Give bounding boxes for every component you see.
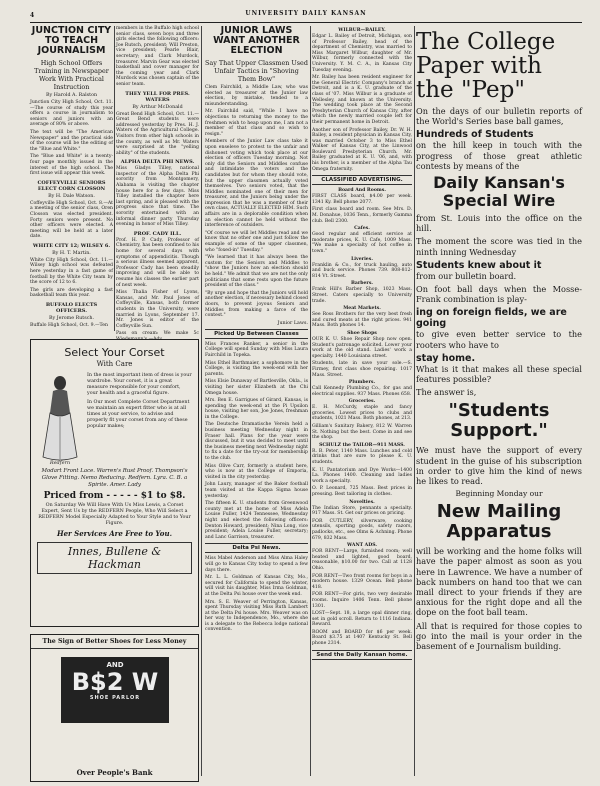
- paragraph: Miss Gladys Tilley, national inspector of the Alpha Delta Phi sorority from Montgomery, Alabama is visiting the chapter house here for a few days. Miss Tilley installed the chapter here last spring, and is pleased with the progress since that time. The sorority entertained with an informal dinner party Thursday evening in honor of Miss Tilley.: [116, 166, 199, 228]
- ad-emphasis: Hundreds of Students: [416, 129, 534, 141]
- classified-section-heading: WANT ADS.: [347, 543, 377, 549]
- classified-item: ROOM and BOARD for $6 per week. Board $3.75 at 1407 Kentucky St. Bell phone 2314.: [312, 629, 412, 647]
- ad-notice: On Saturday We Will Have With Us Miss Lewis, a Corset Expert, Sent Us by the REDFERN People, Who Will Select a REDFERN Model Especially Adapted to Your Style and to Your Figure.: [38, 503, 191, 526]
- ad-paragraph: On foot ball days when the Mosse-Frank combination is play-: [416, 284, 582, 305]
- paragraph: Pass on cream: We make 5c: [116, 331, 199, 337]
- article-headline: THEY YELL FOR PRES. WATERS: [125, 90, 190, 103]
- ad-emphasis: stay home.: [416, 352, 476, 364]
- article-headline: ALPHA DELTA PHI NEWS.: [120, 159, 195, 166]
- logo-subtitle: SHOE PARLOR: [89, 695, 141, 701]
- paragraph: The text will be "The American Newspaper" and the practical side of the course will be the editing of the "Blue and White.": [30, 129, 113, 152]
- paragraph: Mr. Bailey has been resident engineer for the General Electric Company's branch at Detroit, and is a K. U. graduate of the class of '07. Miss Wilbur is a graduate of Wellesley, and known at the University. The wedding took place at the Second Presbyterian Church of Kansas City, after which the newly married couple left for their permanent home in Detroit.: [312, 75, 412, 125]
- figure-caption: Redfern: [49, 460, 71, 466]
- classified-section-heading: Shoe Shops: [347, 330, 377, 336]
- byline: By H. T. Martin.: [52, 250, 91, 256]
- classified-item: OUR K. U. Shoe Repair Shop now open. Student's patronage solicited. Lower your work at the old stand. Ladies' work a specialty. 1440 Louisiana street.: [312, 336, 412, 359]
- paragraph: "Of course we will let Middles read and we know that no other one and just follow the example of some of the upper classmen, who "foxed-in" Tuesday.": [205, 230, 308, 253]
- paragraph: members in the Buffalo high school senior class, seven boys and three girls elected the following officers: Joe Rutsch, president; Will Preston, vice president; Pearle Blair, secretary; and Clark Murdock, treasurer. Marvin Gear was elected basketball and cover manager for the coming year and Clark Murdock was chosen captain of the senior team.: [116, 26, 199, 87]
- ad-paragraph: on the hill keep in touch with the progress of those great athletic contests by means of the: [416, 140, 582, 171]
- ad-paragraph: In Our most Complete Corset Department we maintain an expert fitter who is at all times at your service, to advise and properly fit your corset from any of these popular makes;: [87, 400, 190, 429]
- section-heading: Delta Psi News.: [205, 543, 308, 553]
- paragraph: "By urge and hope that the Juniors will hold another election, if necessary behind closed doors, to prevent joyous Seniors and Middles from making a farce of the contest.": [205, 290, 308, 319]
- paragraph: White City High School, Oct. 11.—Wilsey high school was defeated here yesterday in a fast game of football by the White City team by the score of 12 to 6.: [30, 257, 113, 286]
- article-headline: BUFFALO ELECTS OFFICERS.: [45, 302, 98, 315]
- classified-item: Good regular and efficient service at moderate prices, K. U. Cafe, 1009 Mass. "We make a specialty of hot coffee in town.": [312, 232, 412, 254]
- paragraph: The Deutsche Dramatische Verein held a business meeting Wednesday night in Fraser hall. Plans for the year were discussed, but it was decided to meet until the business meeting next Wednesday night to fix a date for the try-out for membership to the club.: [205, 422, 308, 462]
- classified-item: K. U. Pantatorium and Dye Works—1400 La. Phones 1400. Cleaning and ladies work a specialty.: [312, 467, 412, 484]
- ad-subheadline: "Students Support.": [448, 400, 550, 442]
- classified-section-heading: Barbers.: [350, 281, 374, 287]
- article-subhead: Say That Upper Classmen Used Unfair Tactics in "Shoving Them Bow": [205, 59, 308, 83]
- logo-and: AND: [106, 661, 124, 669]
- article-subhead: High School Offers Training in Newspaper Work With Practical Instruction: [34, 59, 109, 91]
- column-1: [30, 26, 113, 331]
- classified-section-heading: Board And Rooms.: [338, 188, 386, 194]
- paragraph: Miss Thalia Fisher of Lyons, Kansas, and Mr. Paul Jones of Coffeyville, Kansas, both former students in the University, were married in Lyons, September 17. Mr. Jones is editor of the Coffeyville Sun.: [116, 290, 199, 329]
- paragraph: Prof. H. P. Cady, Professor of Chemistry, has been confined to his home for several days with symptoms of appendicitis. Though a serious illness seemed apparent, Professor Cady has been steadily improving and will be able to resume his classes the earlier part of next week.: [116, 237, 199, 288]
- paragraph: Coffeyville High School, Oct. 8.—At a meeting of the senior class, Oren Closson was elected president. Forty seniors were present. No other officers were elected. A meeting will be held at a later date.: [30, 200, 113, 240]
- ad-subheadline: New Mailing Apparatus: [436, 501, 562, 543]
- paragraph: Members of the Junior Law class take it upon enseleve to protest to the unfair and dishonest voting which took place at our election of officers Tuesday morning. Not only did the Seniors and Middles confuse and intimidate the voters and the candidates but for whom they should vote, but the upper classmen actually voted themselves. Two seniors voted, that the Middles nominated one of their men for treasurer, and the Juniors being under the impression that he was a member of their own class, ACTUALLY ELECTED HIM. Such affairs are in a deplorable condition when an election cannot be held without the interference of outsiders.: [205, 139, 308, 229]
- classified-item: Students, late in save your sole.—S. Firmey, first class shoe repairing. 1017 Mass. Street.: [312, 361, 412, 378]
- ad-paragraph: On the days of our bulletin reports of the World's Series base ball games,: [416, 106, 582, 127]
- ad-subheadline: Daily Kansan's Special Wire: [433, 173, 565, 211]
- classified-item: Franklin & Co., for truck hauling, auto and buck service. Phones 739. 808-812-814 Vt. Street.: [312, 262, 412, 279]
- classified-item: FIRST CLASS board, $4.00 per week. 1341 Ky. Bell phone 2077.: [312, 194, 412, 205]
- price-range: Priced from - - - - - $1 to $8.: [43, 491, 186, 501]
- paragraph: Mrs. Ben E. Garrigues of Girard, Kansas, is spending the week-end at the Pi Upsilon house, visiting her son, Joe Jones, freshman in the College.: [205, 398, 308, 420]
- byline: By Jerome Rutsch.: [48, 316, 94, 322]
- classified-item: First class board and room. See Mrs. D. M. Donahue, 1036 Tenn., formerly Gamma club. Bell 2300.: [312, 207, 412, 224]
- classified-section-heading: Liveries.: [351, 256, 373, 262]
- article-headline: JUNIOR LAWS WANT ANOTHER ELECTION: [213, 25, 300, 56]
- classified-item: See Ross Brothers for the very best fresh and cured meats at the right prices. 941 Mass. Both phones 14.: [312, 312, 412, 329]
- classified-section-heading: Meat Markets.: [343, 306, 381, 312]
- classified-footer: Send the Daily Kansan home.: [312, 650, 412, 660]
- classified-item: E. H. McCurdy, staple and fancy groceries. Lowest prices to clubs and students, 1021 Mass. Both phones, at 213.: [312, 405, 412, 422]
- shoe-advertisement: [30, 634, 199, 782]
- corset-advertisement: [30, 339, 199, 627]
- corset-figure-illustration: [37, 373, 83, 465]
- classified-item: FOR RENT—Large, furnished room; well heated and lighted, good board, reasonable, $10.00 for two. Call at 1128 Ohio.: [312, 549, 412, 571]
- classified-section-heading: Novelties.: [349, 499, 375, 505]
- paragraph: Mrs. S. E. Weaver of Perrington, Kansas, spent Thursday visiting Miss Ruth Lambert at the Delta Psi house. Mrs. Weaver was on her way to Independence, Mo., where she is a delegate to the Rebecca lodge national convention.: [205, 599, 308, 633]
- byline: By H. Dale Watson.: [48, 193, 95, 199]
- byline: By Harold A. Ralston: [45, 93, 98, 98]
- paragraph: Clem Fairchild, a Middle Law, who was elected as treasurer at the Junior law election, by mistake, tended to a misunderstanding.: [205, 85, 308, 107]
- ad-paragraph: to give even better service to the rooters who have to: [416, 329, 582, 350]
- column-rule: [310, 26, 311, 776]
- logo-mark: B$2 W: [71, 668, 159, 696]
- classified-item: O. P. Leonard, 725 Mass. Best prices in pressing. Best tailoring in clothes.: [312, 486, 412, 497]
- classified-item: R. B. Peter, 1140 Mass. Lunches and cold drinks that are sure to please K. U. students.: [312, 448, 412, 466]
- byline: By Arthur McDonald: [132, 104, 183, 110]
- ad-emphasis: ing on foreign fields, we are going: [416, 307, 567, 330]
- paragraph: Edgar L. Bailey of Detroit, Michigan, son of Professor Bailey, head of the department of Chemistry, was married to Miss Margaret Wilbur, daughter of Mr. Wilbur, formerly connected with the University. Y. M. C. A., in Kansas City Tuesday evening.: [312, 34, 412, 73]
- paragraph: Miss Frances Ranker, a senior in the College will spend Sunday with Miss Laura Fairchild in Topeka.: [205, 341, 308, 358]
- ad-paragraph: What is it that makes all these special features possible?: [416, 363, 582, 385]
- paragraph: Mr. Fairchild said, "While I have no objections to returning the money to the freshmen wish to heap upon me, I am not a member of that class and so wish to resign.": [205, 109, 308, 137]
- classified-list: [312, 188, 412, 646]
- column-4: [312, 26, 412, 776]
- ad-paragraph: All that is required for those copies to go into the mail is your order in the basement of e Journalism building.: [416, 620, 582, 652]
- paragraph: Buffalo High School, Oct. 9.—Ten: [30, 323, 108, 329]
- column-3: [205, 26, 308, 776]
- paragraph: Miss Ethel Barthmaier, a sophomore in the College, is visiting the week-end with her parents.: [205, 360, 308, 377]
- classified-section-heading: Groceries.: [348, 399, 376, 405]
- classified-item: Gilliam's Sanitary Bakery, 812 W. Warren St. Nothing but the best. Come in and see the shop.: [312, 424, 412, 441]
- ad-paragraph: The moment the score was tied in the ninth inning Wednesday: [416, 236, 582, 257]
- ad-paragraph: Beginning Monday our: [455, 489, 543, 499]
- classified-item: LOST—Sept. 18, a large opal dinner ring, set in gold scroll. Return to 1116 Indiana. Reward.: [312, 611, 412, 628]
- section-heading: Picked Up Between Classes: [205, 329, 308, 339]
- ad-paragraph: The answer is,: [416, 387, 477, 398]
- ad-headline: The College Paper with the "Pep": [416, 29, 556, 103]
- paragraph: Junction City High School, Oct. 11.—The course of study this year offers a course in journalism to seniors and juniors with an average of 80% or above.: [30, 100, 113, 128]
- ad-paragraph: will be working and the home folks will have the paper almost as soon as you here in Lawrence. We have a number of back numbers on hand too that we can mail direct to your friends if they are anxious for the right dope and all the dope on the foot ball team.: [416, 546, 582, 618]
- article-headline: JUNCTION CITY TO TEACH JOURNALISM: [31, 25, 112, 56]
- paragraph: Miss Olive Carr, formerly a student here, who is now at the College of Emporia, visited in the city yesterday.: [205, 463, 308, 480]
- classified-item: FOR RENT—Two front rooms for boys in a modern house. 1329 Ocean. Bell phone 418.: [312, 573, 412, 590]
- ad-location: Over People's Bank: [76, 768, 153, 777]
- ad-emphasis: Students knew about it: [416, 259, 542, 271]
- ad-tagline: Her Services Are Free to You.: [56, 529, 173, 538]
- paragraph: The "Blue and White" is a twenty-four page monthly issued in the interest of the high school. The first issue will appear this week.: [30, 154, 113, 177]
- classified-item: FOR CUTLERY, silverware, cooking utensils, sporting goods, safety razors, padlocks, etc., see Olms & Achning. Phone 679, 832 Mass.: [312, 518, 412, 541]
- classified-item: The Indian Store, pennants a specialty. 917 Mass. St. Get our prices on pricing.: [312, 505, 412, 517]
- classified-section-heading: SCHULZ the TAILOR—911 MASS.: [319, 442, 405, 448]
- shoe-parlor-logo: [61, 657, 169, 723]
- paragraph: The girls are developing a fast basketball team this year.: [30, 287, 113, 299]
- page-number: 4: [30, 12, 36, 19]
- column-5: [416, 26, 582, 776]
- masthead: [30, 10, 582, 23]
- classified-section-heading: Plumbers.: [348, 380, 376, 386]
- article-headline: PROF. CADY ILL.: [133, 230, 182, 237]
- classified-heading: CLASSIFIED ADVERTISING.: [312, 175, 412, 185]
- classified-section-heading: Cafes.: [354, 226, 370, 232]
- paragraph: Great Bend High School, Oct. 11.—Great Bend students were addressed yesterday by Pres. H. J. Waters of the Agricultural College. Visitors from other high schools in the county, as well as Mr. Waters were surprised at the "yelling ability" of the students.: [116, 111, 199, 156]
- ad-paragraph: from St. Louis into the office on the hill.: [416, 213, 582, 234]
- article-headline: WHITE CITY 12; WILSEY 6.: [32, 242, 111, 249]
- column-2: [116, 26, 199, 337]
- paragraph: "We learned that it has always been the custom for the Seniors and Middles to "show the Juniors how an election should be held." We admit that we are not the only politicians that some rests upon the future president of the class.": [205, 255, 308, 289]
- article-headline: WILBUR—BAILEY.: [338, 28, 386, 33]
- ad-subtitle: With Care: [96, 360, 133, 368]
- columns: [30, 26, 582, 776]
- column-rule: [414, 26, 415, 776]
- ad-paragraph: We must have the support of every student in the guise of his subscription in order to give him the kind of news he likes to read.: [416, 445, 582, 487]
- masthead-title: UNIVERSITY DAILY KANSAN: [245, 10, 367, 17]
- corset-models: Modart Front Lace. Warren's Rust Proof. Thompson's Glove Fitting. Nemo Reducing. Redfern. Lyra. C. B. a Spirite. Amer. Lady: [41, 468, 188, 488]
- column-rule: [114, 26, 115, 331]
- classified-item: FOR RENT—For girls, two very desirable rooms. Inquire 1406 Tenn. Bell phone 1301.: [312, 592, 412, 609]
- paragraph: Mr. L. L. Goldman of Kansas City, Mo., secured for California to spend the winter, will visit his daughter, Miss Irma Goldman, at the Delta Psi house over the week end.: [205, 575, 308, 597]
- ad-title: Select Your Corset: [64, 346, 165, 359]
- signature: Junior Laws.: [277, 320, 308, 326]
- ad-title: The Sign of Better Shoes for Less Money: [31, 635, 198, 649]
- ad-paragraph: In the most important item of dress is your wardrobe. Your corset, it is a great measure responsible for your comfort, your health and a graceful figure.: [87, 373, 192, 396]
- ad-paragraph: from our bulletin board.: [416, 270, 517, 281]
- classified-item: Call Kennedy Plumbing Co., for gas and electrical supplies. 937 Mass. Phones 658.: [312, 386, 412, 397]
- article-headline: COFFEYVILLE SENIORS ELECT CORN CLOSSON: [37, 179, 106, 192]
- paragraph: John Laury, manager of the Baker football team visited at the Kappa Sigma house yesterday.: [205, 482, 308, 499]
- paragraph: Miss Elsie Dunaway of Bartlesville, Okla., is visiting her sister Elizabeth at the Chi Omega house.: [205, 379, 308, 396]
- column-rule: [201, 26, 202, 776]
- paragraph: Miss Mabel Anderson and Miss Alma Haley will go to Kansas City today to spend a few days there.: [205, 556, 308, 573]
- paragraph: Another son of Professor Bailey, Dr. W. H. Bailey, a resident physician in Kansas City, was married October 3 to Miss Ethel Walker of Kansas City, at the Linwood Boulevard Presbyterian Church. Mr. Bailey graduated at K. U. '06, and, with his brother, is a member of the Alpha Tau Omega fraternity.: [312, 127, 412, 172]
- paragraph: The fifteen K. U. students from Greenwood county met at the home of Miss Adela Louise Fuller, 1424 Tennessee, Wednesday night and elected the following officers: Denton Howard, president; Nina Long, vice president; Adela Louise Fuller, secretary; and Lanc Garrison, treasurer.: [205, 501, 308, 540]
- store-signature: Innes, Bullene & Hackman: [37, 542, 192, 574]
- classified-item: Frank Hill's Barber Shop, 1023 Mass. Street. Caters specially to University trade.: [312, 287, 412, 304]
